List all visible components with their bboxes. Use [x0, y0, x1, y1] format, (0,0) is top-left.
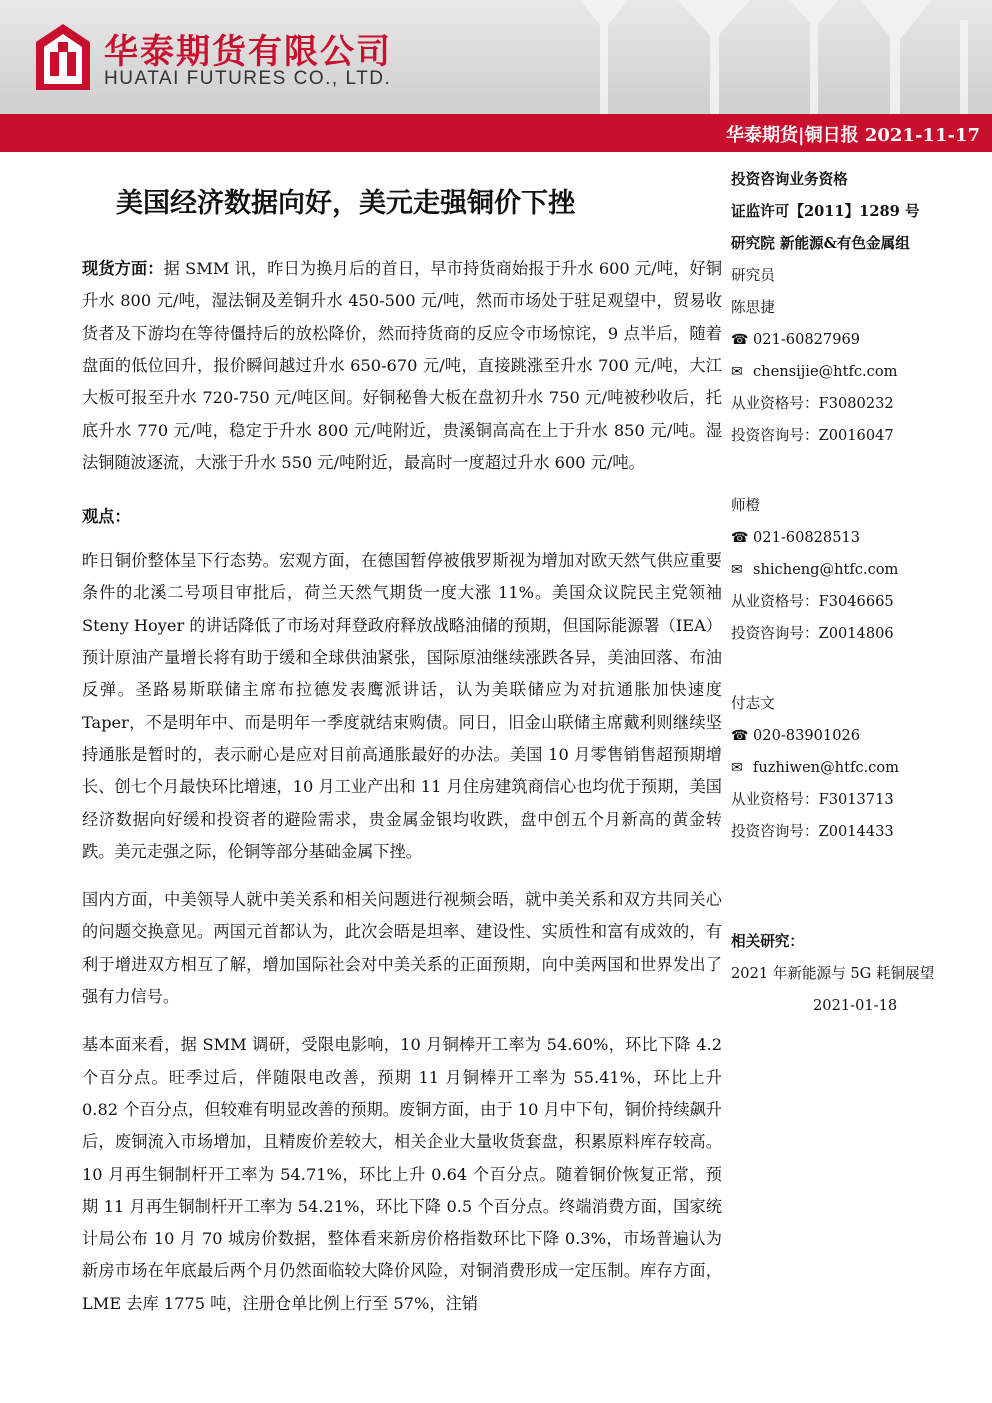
- analyst-cert: 从业资格号：F3046665: [731, 593, 894, 610]
- analyst-consult: 投资咨询号：Z0014806: [731, 625, 894, 642]
- analyst-phone-row: [731, 324, 981, 356]
- report-band-title: 华泰期货|铜日报 2021-11-17: [726, 125, 980, 146]
- spot-paragraph: [82, 253, 722, 479]
- role-label: 研究员: [731, 267, 775, 284]
- analyst-phone-row: [731, 720, 981, 752]
- related-research-title[interactable]: 2021 年新能源与 5G 耗铜展望: [731, 965, 935, 982]
- mail-icon: ✉: [731, 562, 743, 578]
- department: 研究院 新能源&有色金属组: [731, 235, 910, 252]
- analyst-phone: 021-60828513: [753, 529, 861, 546]
- qualification-line-2: 证监许可【2011】1289 号: [731, 203, 920, 220]
- related-research-label: 相关研究：: [731, 933, 804, 950]
- analyst-email-row[interactable]: [731, 554, 981, 586]
- analyst-email-row[interactable]: [731, 356, 981, 388]
- sidebar: [731, 164, 981, 1022]
- analyst-email-row[interactable]: [731, 752, 981, 784]
- analyst-consult: 投资咨询号：Z0016047: [731, 427, 894, 444]
- phone-icon: ☎: [731, 728, 749, 744]
- company-logo-icon: [34, 22, 92, 92]
- analyst-phone-row: [731, 522, 981, 554]
- fundamentals-paragraph: 基本面来看，据 SMM 调研，受限电影响，10 月铜棒开工率为 54.60%，环比下降 4.2 个百分点。旺季过后，伴随限电改善，预期 11 月铜棒开工率为 55.41%，环比上升 0.82 个百分点，但较难有明显改善的预期。废铜方面，由于 10 月中下旬，铜价持续飙升后，废铜流入市场增加，且精废价差较大，相关企业大量收货套盘，积累原料库存较高。10 月再生铜制杆开工率为 54.71%，环比上升 0.64 个百分点。随着铜价恢复正常，预期 11 月再生铜制杆开工率为 54.21%，环比下降 0.5 个百分点。终端消费方面，国家统计局公布 10 月 70 城房价数据，整体看来新房价格指数环比下降 0.3%，市场普遍认为新房市场在年底最后两个月仍然面临较大降价风险，对铜消费形成一定压制。库存方面，LME 去库 1775 吨，注册仓单比例上行至 57%，注销: [82, 1035, 722, 1313]
- analyst-email[interactable]: chensijie@htfc.com: [753, 363, 898, 380]
- analyst-name: 付志文: [731, 695, 775, 712]
- analyst-cert: 从业资格号：F3013713: [731, 791, 894, 808]
- spot-text: 据 SMM 讯，昨日为换月后的首日，早市持货商始报于升水 600 元/吨，好铜升水 800 元/吨，湿法铜及差铜升水 450-500 元/吨，然而市场处于驻足观望中，贸易收货者及下游均在等待僵持后的放松降价，然而持货商的反应令市场惊诧，9 点半后，随着盘面的低位回升，报价瞬间越过升水 650-670 元/吨，直接跳涨至升水 700 元/吨，大江大板可报至升水 720-750 元/吨区间。好铜秘鲁大板在盘初升水 750 元/吨被秒收后，托底升水 770 元/吨，稳定于升水 800 元/吨附近，贵溪铜高高在上于升水 850 元/吨。湿法铜随波逐流，大涨于升水 550 元/吨附近，最高时一度超过升水 600 元/吨。: [82, 259, 723, 472]
- header-decoration: [560, 0, 992, 114]
- analyst-email[interactable]: fuzhiwen@htfc.com: [753, 759, 899, 776]
- view-label: 观点：: [82, 507, 131, 527]
- qualification-line-1: 投资咨询业务资格: [731, 171, 848, 188]
- analyst-phone: 020-83901026: [753, 727, 861, 744]
- phone-icon: ☎: [731, 332, 749, 348]
- phone-icon: ☎: [731, 530, 749, 546]
- report-header: [0, 0, 992, 114]
- macro-paragraph: 昨日铜价整体呈下行态势。宏观方面，在德国暂停被俄罗斯视为增加对欧天然气供应重要条件的北溪二号项目审批后，荷兰天然气期货一度大涨 11%。美国众议院民主党领袖 Steny Hoyer 的讲话降低了市场对拜登政府释放战略油储的预期，但国际能源署（IEA）预计原油产量增长将有助于缓和全球供油紧张，国际原油继续涨跌各异，美油回落、布油反弹。圣路易斯联储主席布拉德发表鹰派讲话，认为美联储应为对抗通胀加快速度 Taper，不是明年中、而是明年一季度就结束购债。同日，旧金山联储主席戴利则继续坚持通胀是暂时的，表示耐心是应对目前高通胀最好的办法。美国 10 月零售销售超预期增长、创七个月最快环比增速，10 月工业产出和 11 月住房建筑商信心也均优于预期，美国经济数据向好缓和投资者的避险需求，贵金属金银均收跌，盘中创五个月新高的黄金转跌。美元走强之际，伦铜等部分基础金属下挫。: [82, 551, 722, 861]
- related-research-date: 2021-01-18: [813, 997, 898, 1014]
- analyst-cert: 从业资格号：F3080232: [731, 395, 894, 412]
- main-column: [82, 170, 722, 1320]
- article-title: 美国经济数据向好，美元走强铜价下挫: [116, 188, 575, 219]
- mail-icon: ✉: [731, 760, 743, 776]
- mail-icon: ✉: [731, 364, 743, 380]
- analyst-name: 师橙: [731, 497, 761, 514]
- analyst-email[interactable]: shicheng@htfc.com: [753, 561, 899, 578]
- domestic-paragraph: 国内方面，中美领导人就中美关系和相关问题进行视频会晤，就中美关系和双方共同关心的问题交换意见。两国元首都认为，此次会晤是坦率、建设性、实质性和富有成效的，有利于增进双方相互了解，增加国际社会对中美关系的正面预期，向中美两国和世界发出了强有力信号。: [82, 890, 722, 1007]
- analyst-name: 陈思捷: [731, 299, 775, 316]
- analyst-phone: 021-60827969: [753, 331, 861, 348]
- company-name-en: HUATAI FUTURES CO., LTD.: [104, 68, 392, 89]
- analyst-consult: 投资咨询号：Z0014433: [731, 823, 894, 840]
- company-name-cn: 华泰期货有限公司: [104, 32, 392, 72]
- spot-label: 现货方面：: [82, 259, 164, 279]
